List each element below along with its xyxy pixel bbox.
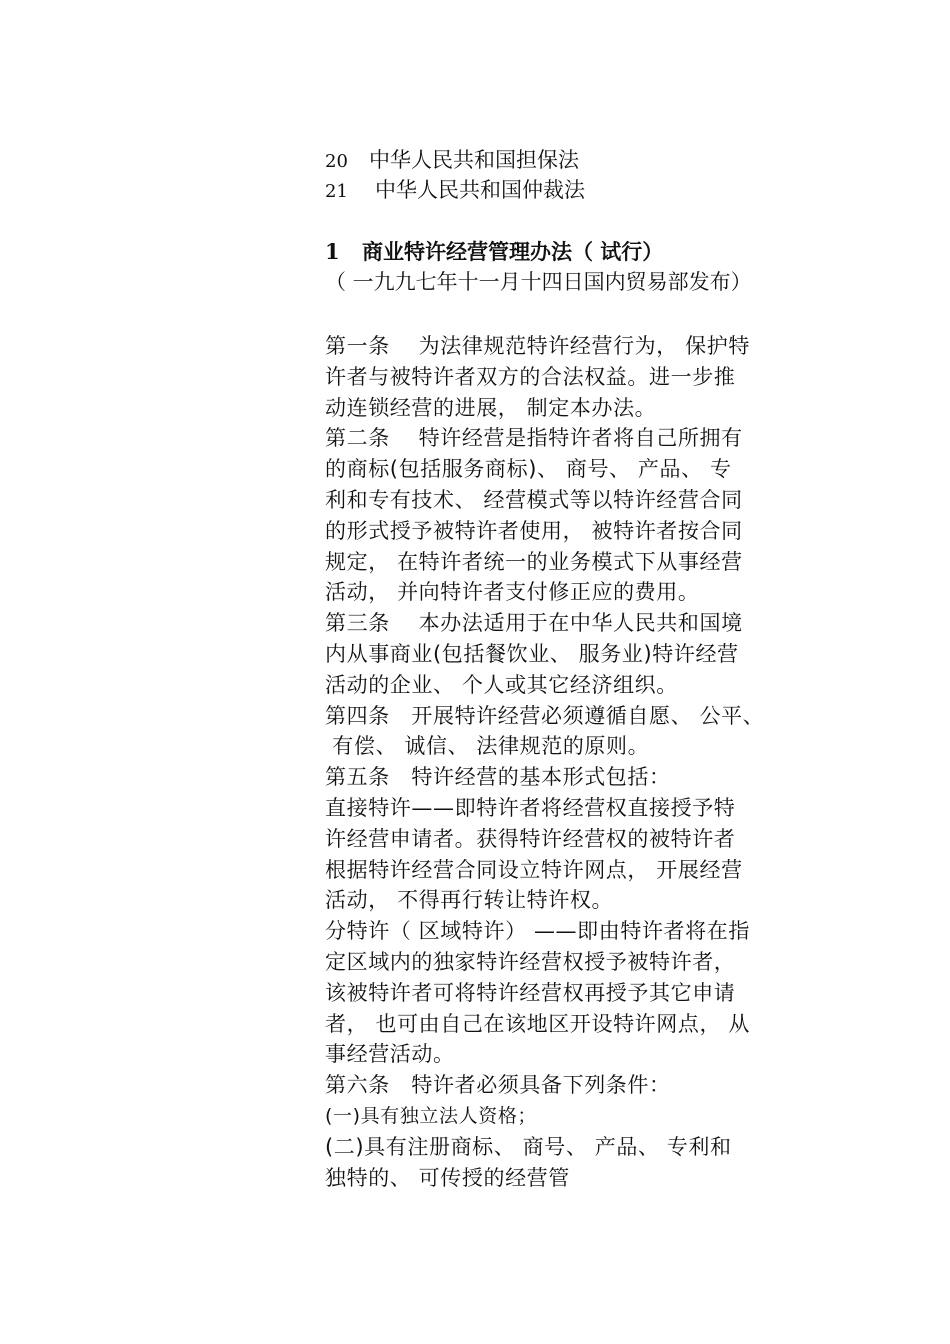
- title-text: 商业特许经营管理办法（ 试行）: [362, 240, 664, 264]
- toc-title: 中华人民共和国担保法: [369, 148, 579, 172]
- text-column: [325, 145, 825, 1193]
- body-line: 直接特许——即特许者将经营权直接授予特: [325, 795, 736, 820]
- body-line: 分特许（ 区域特许） ——即由特许者将在指: [325, 919, 750, 944]
- body-line: 第四条 开展特许经营必须遵循自愿、 公平、: [325, 703, 765, 728]
- toc-entry: [325, 175, 825, 205]
- body-line: 许者与被特许者双方的合法权益。进一步推: [325, 364, 736, 389]
- body-line: 内从事商业(包括餐饮业、 服务业)特许经营: [325, 641, 739, 666]
- document-subtitle: （ 一九九七年十一月十四日国内贸易部发布）: [325, 270, 752, 294]
- body-line: 定区域内的独家特许经营权授予被特许者，: [325, 949, 736, 974]
- title-number: 1: [325, 239, 340, 264]
- body-line: 独特的、 可传授的经营管: [325, 1165, 570, 1190]
- body-line: 第五条 特许经营的基本形式包括：: [325, 765, 671, 790]
- document-title: [325, 237, 825, 267]
- body-line: 许经营申请者。获得特许经营权的被特许者: [325, 826, 736, 851]
- body-line: 第二条 特许经营是指特许者将自己所拥有: [325, 426, 743, 451]
- toc-entry: [325, 145, 825, 175]
- body-line: 规定， 在特许者统一的业务模式下从事经营: [325, 549, 743, 574]
- body-line: 的形式授予被特许者使用， 被特许者按合同: [325, 518, 743, 543]
- body-line: (一)具有独立法人资格；: [325, 1104, 538, 1127]
- body-line: 事经营活动。: [325, 1042, 455, 1067]
- body-line: 第六条 特许者必须具备下列条件：: [325, 1073, 671, 1098]
- body-line: 该被特许者可将特许经营权再授予其它申请: [325, 980, 736, 1005]
- body-line: 活动， 并向特许者支付修正应的费用。: [325, 580, 700, 605]
- body-text: [325, 331, 825, 1193]
- body-line: 根据特许经营合同设立特许网点， 开展经营: [325, 857, 743, 882]
- body-line: 活动， 不得再行转让特许权。: [325, 888, 614, 913]
- body-line: 动连锁经营的进展， 制定本办法。: [325, 395, 657, 420]
- toc-title: 中华人民共和国仲裁法: [375, 178, 585, 202]
- body-line: 第三条 本办法适用于在中华人民共和国境: [325, 611, 743, 636]
- body-line: 者， 也可由自己在该地区开设特许网点， 从: [325, 1011, 750, 1036]
- toc-number: 20: [325, 151, 348, 172]
- body-line: 利和专有技术、 经营模式等以特许经营合同: [325, 487, 743, 512]
- body-line: 第一条 为法律规范特许经营行为， 保护特: [325, 334, 750, 358]
- toc-number: 21: [325, 181, 348, 202]
- body-line: 的商标(包括服务商标)、 商号、 产品、 专: [325, 457, 732, 482]
- body-line: 活动的企业、 个人或其它经济组织。: [325, 672, 678, 697]
- body-line: (二)具有注册商标、 商号、 产品、 专利和: [325, 1134, 732, 1159]
- body-line: 有偿、 诚信、 法律规范的原则。: [325, 734, 650, 759]
